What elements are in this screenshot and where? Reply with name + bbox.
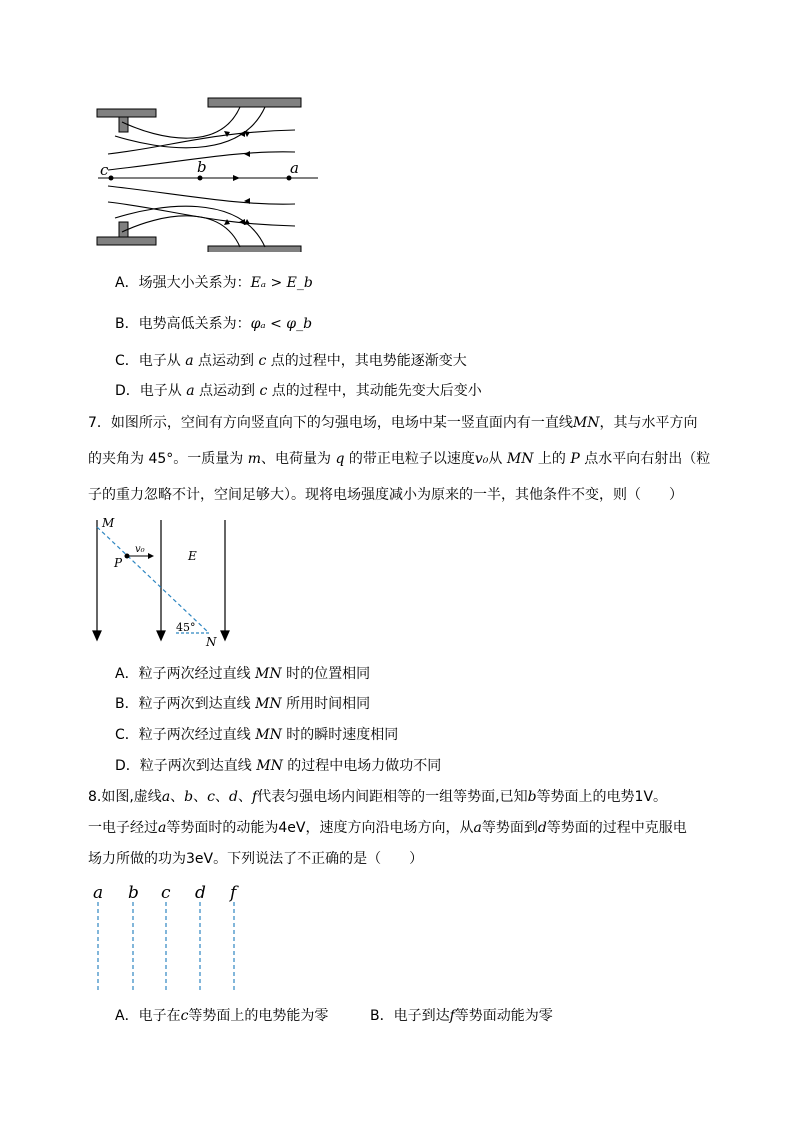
- label-angle: 45°: [176, 621, 196, 634]
- q7-option-b: B．粒子两次到达直线 MN 所用时间相同: [115, 696, 371, 712]
- field-lines-figure: [90, 92, 326, 252]
- label-e: E: [188, 549, 197, 563]
- q8-stem-line1: 8.如图,虚线a、b、c、d、f代表匀强电场内间距相等的一组等势面,已知b等势面上的电势1V。: [88, 789, 668, 805]
- top-right-plate: [208, 98, 301, 107]
- label-a: a: [290, 159, 299, 177]
- q8-stem-line2: 一电子经过a等势面时的动能为4eV，速度方向沿电场方向，从a等势面到d等势面的过程中克服电: [88, 820, 687, 836]
- field-lines: [98, 107, 318, 247]
- q7-stem-line2: 的夹角为 45°。一质量为 m、电荷量为 q 的带正电粒子以速度v₀从 MN 上的 P 点水平向右射出（粒: [88, 451, 711, 467]
- label-c: c: [161, 883, 171, 903]
- label-b: b: [128, 883, 139, 903]
- q8-option-a: A．电子在c等势面上的电势能为零: [115, 1008, 329, 1024]
- label-c: c: [100, 161, 109, 179]
- label-n: N: [206, 635, 217, 649]
- label-a: a: [93, 883, 104, 903]
- bottom-left-plate: [97, 222, 156, 245]
- q7-stem-line3: 子的重力忽略不计，空间足够大）。现将电场强度减小为原来的一半，其他条件不变，则（ ）: [88, 487, 683, 503]
- top-left-plate: [97, 109, 156, 132]
- q6-option-d: D．电子从 a 点运动到 c 点的过程中，其动能先变大后变小: [115, 383, 482, 399]
- q6-option-a: A．场强大小关系为：Eₐ > E_b: [115, 275, 313, 291]
- q6-option-c: C．电子从 a 点运动到 c 点的过程中，其电势能逐渐变大: [115, 353, 467, 369]
- label-f: f: [230, 883, 237, 903]
- point-c: [109, 176, 114, 181]
- bottom-right-plate: [208, 246, 301, 252]
- q7-option-a: A．粒子两次经过直线 MN 时的位置相同: [115, 666, 371, 682]
- q6-option-b: B．电势高低关系为：φₐ < φ_b: [115, 316, 313, 332]
- label-d: d: [195, 883, 206, 903]
- label-p: P: [114, 556, 123, 570]
- formula: φₐ < φ_b: [250, 316, 313, 332]
- uniform-field-figure: [88, 515, 238, 650]
- point-b: [198, 176, 203, 181]
- line-mn: [97, 527, 208, 632]
- q8-option-b: B．电子到达f等势面动能为零: [370, 1008, 553, 1024]
- q7-stem-line1: 7．如图所示，空间有方向竖直向下的匀强电场，电场中某一竖直面内有一直线MN，其与水平方向: [88, 415, 698, 431]
- equipotential-figure: [88, 878, 248, 993]
- label-m: M: [102, 516, 115, 530]
- q7-option-d: D．粒子两次到达直线 MN 的过程中电场力做功不同: [115, 758, 442, 774]
- label-v0: v₀: [135, 544, 145, 555]
- q7-option-c: C．粒子两次经过直线 MN 时的瞬时速度相同: [115, 727, 399, 743]
- q8-stem-line3: 场力所做的功为3eV。下列说法了不正确的是（ ）: [88, 851, 424, 867]
- label-b: b: [197, 158, 207, 176]
- formula: Eₐ > E_b: [250, 275, 313, 291]
